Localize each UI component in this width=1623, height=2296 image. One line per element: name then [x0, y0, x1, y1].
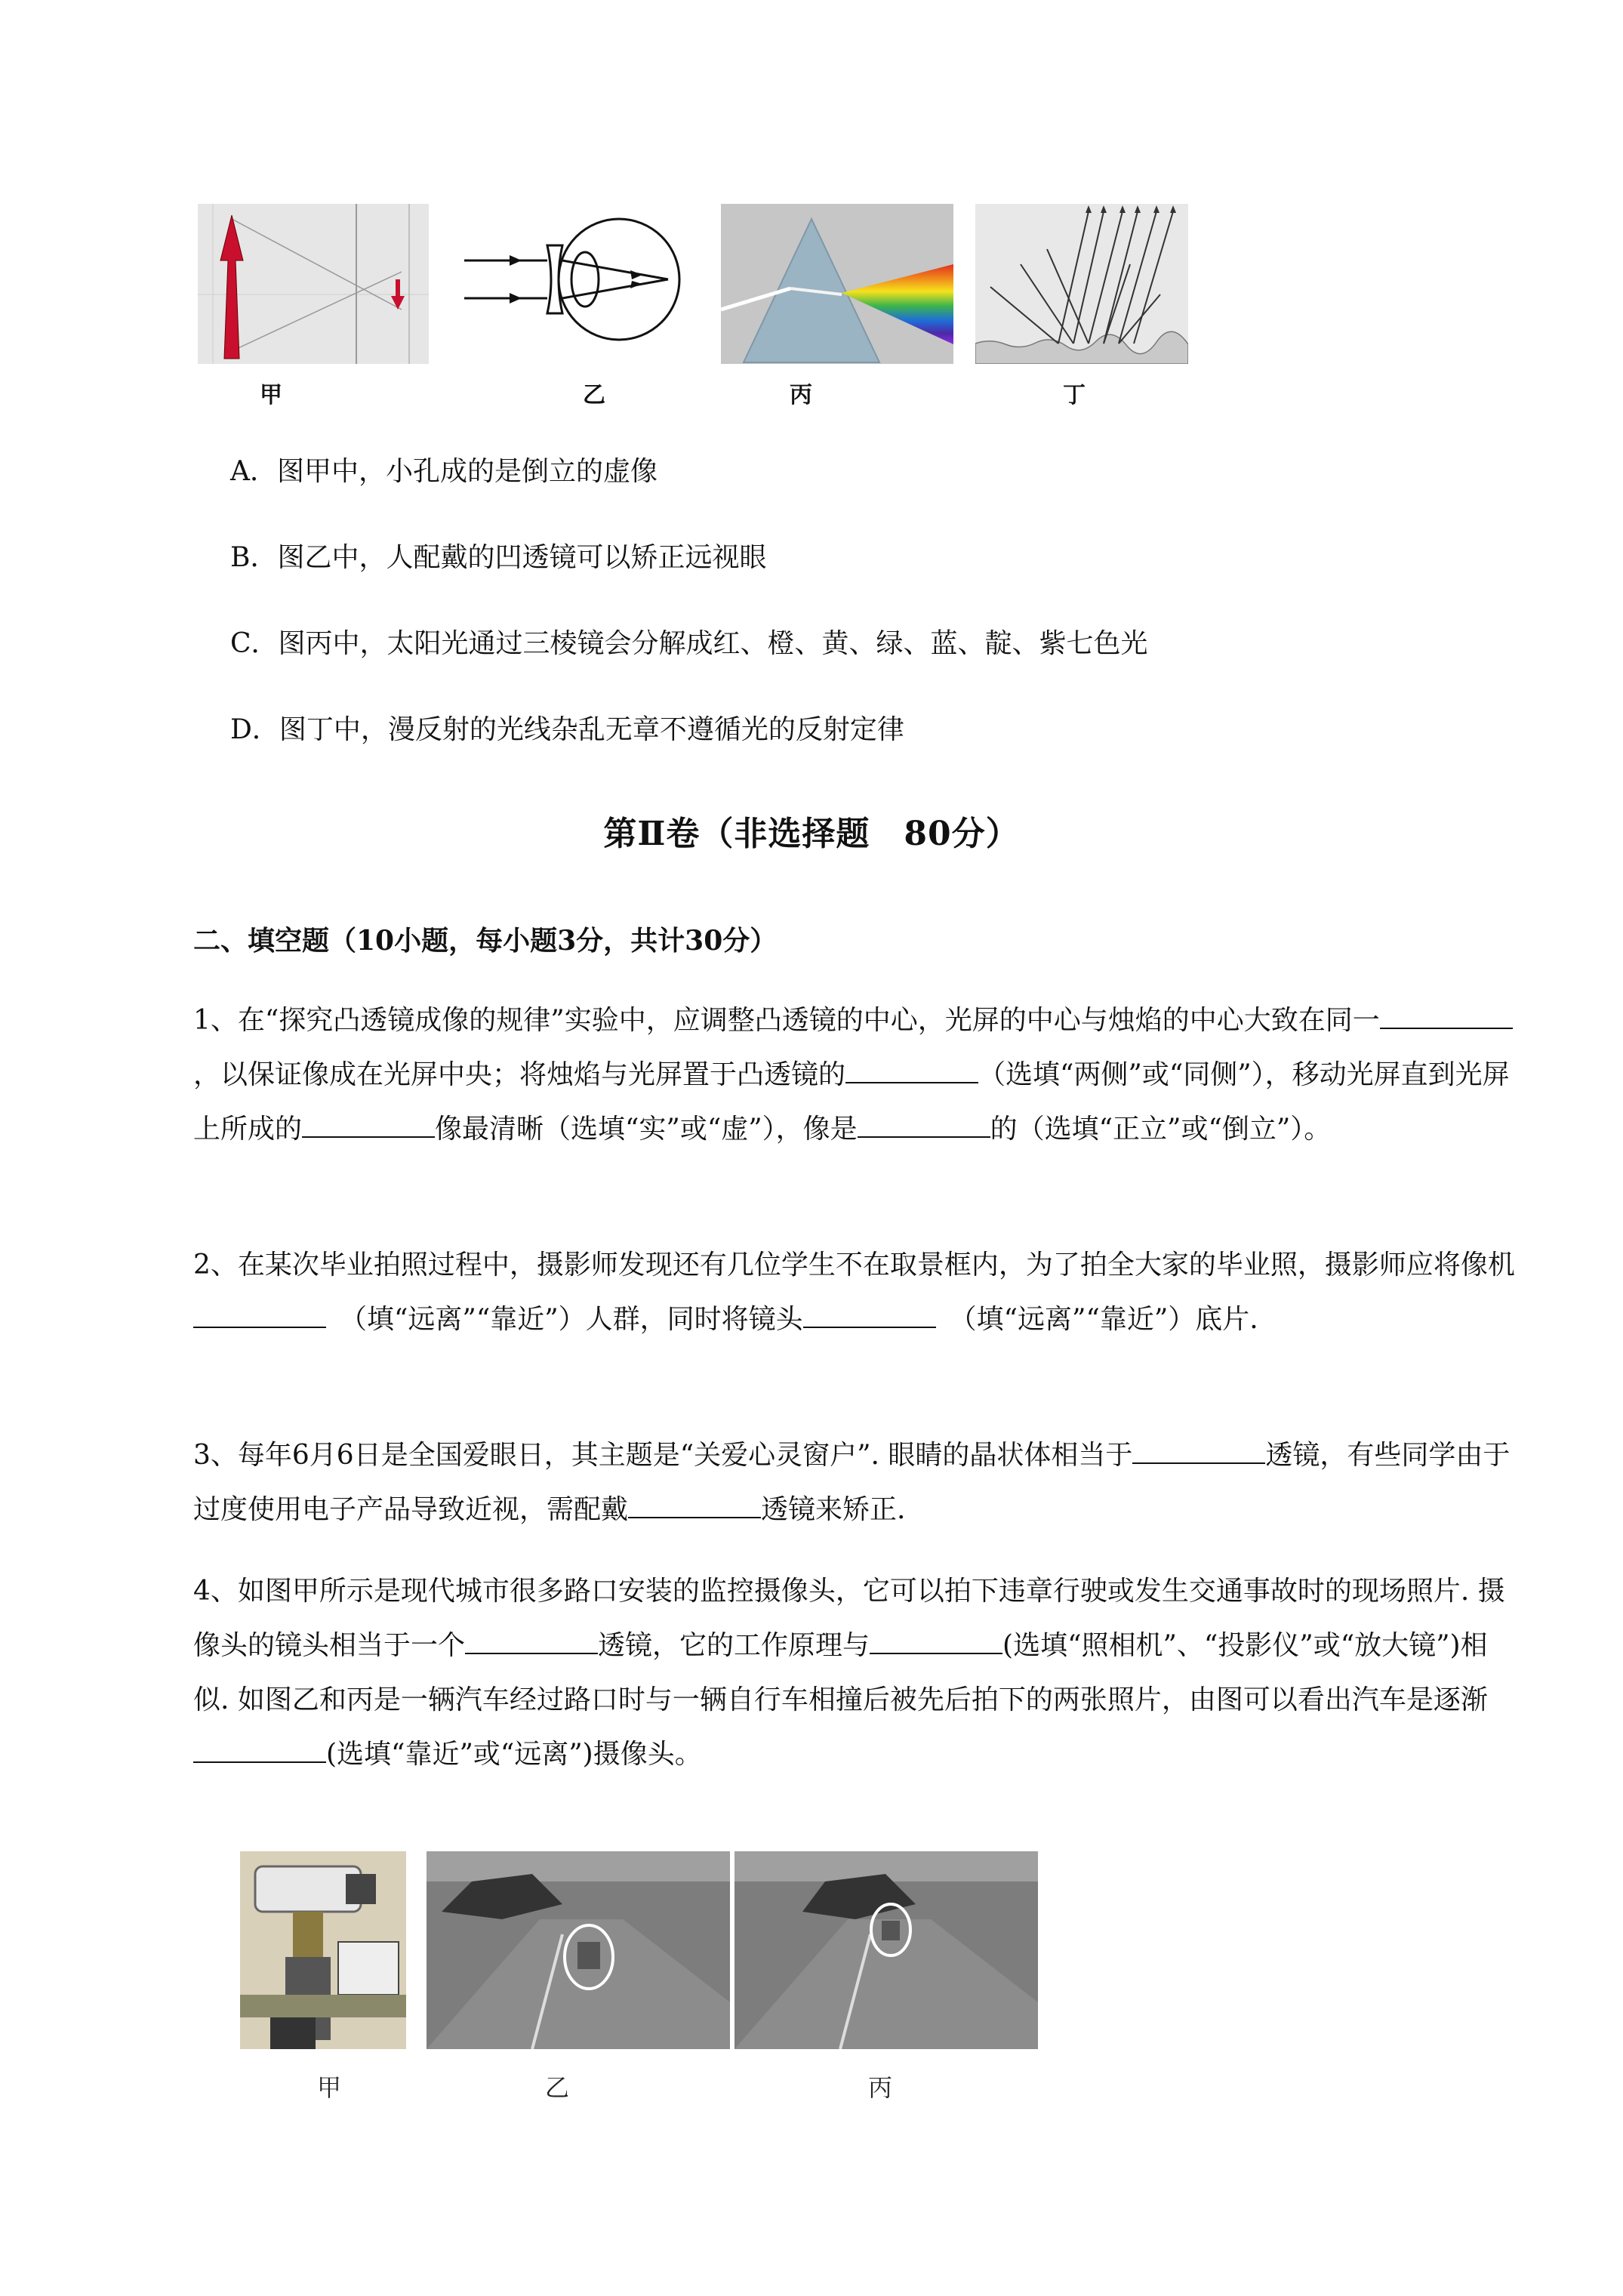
q3-blank-2[interactable] [628, 1494, 761, 1518]
q3-text-3: 透镜来矫正. [761, 1494, 906, 1525]
question-3 [193, 1428, 1522, 1537]
q1-blank-4[interactable] [858, 1114, 990, 1138]
q4-text-2: 透镜，它的工作原理与 [598, 1630, 870, 1661]
q1-text-4: 像最清晰（选填“实”或“虚”），像是 [435, 1114, 858, 1145]
q4-text-1: 4、如图甲所示是现代城市很多路口安装的监控摄像头，它可以拍下违章行驶或发生交通事故时的现场照片. 摄像头的镜头相当于一个 [193, 1576, 1505, 1661]
option-d: D．图丁中，漫反射的光线杂乱无章不遵循光的反射定律 [230, 714, 904, 745]
q3-blank-1[interactable] [1132, 1440, 1265, 1464]
figure-street-photo-yi [427, 1851, 730, 2049]
figure-caption-yi: 乙 [583, 382, 605, 408]
figure-pinhole [198, 204, 429, 364]
figure-prism [721, 204, 953, 364]
q2-blank-1[interactable] [193, 1304, 326, 1328]
q2-text-2: （填“远离”“靠近”）人群，同时将镜头 [353, 1304, 803, 1335]
q1-text-1: 1、在“探究凸透镜成像的规律”实验中，应调整凸透镜的中心，光屏的中心与烛焰的中心大致在同一 [193, 1005, 1380, 1036]
q2-text-3: （填“远离”“靠近”）底片. [962, 1304, 1258, 1335]
option-b: B．图乙中，人配戴的凹透镜可以矫正远视眼 [230, 542, 767, 573]
figure-camera-photo [240, 1851, 406, 2049]
q4-text-4: (选填“靠近”或“远离”)摄像头。 [326, 1739, 702, 1770]
bottom-caption-bing: 丙 [868, 2073, 893, 2102]
q3-text-2: 透镜，有些同学由于过度使用电子产品导致近视，需配戴 [193, 1440, 1511, 1525]
q2-blank-2[interactable] [803, 1304, 936, 1328]
bottom-caption-yi: 乙 [545, 2073, 570, 2102]
q4-text-3: (选填“照相机”、“投影仪”或“放大镜”)相似. 如图乙和丙是一辆汽车经过路口时与一辆自行车相撞后被先后拍下的两张照片，由图可以看出汽车是逐渐 [193, 1630, 1488, 1715]
figure-caption-bing: 丙 [790, 382, 812, 408]
q1-blank-3[interactable] [302, 1114, 435, 1138]
figure-diffuse-reflection [975, 204, 1188, 364]
question-1 [193, 994, 1522, 1157]
section-title: 二、填空题（10小题，每小题3分，共计30分） [193, 925, 778, 957]
q4-blank-1[interactable] [465, 1630, 598, 1654]
q1-blank-2[interactable] [845, 1059, 978, 1083]
q4-blank-3[interactable] [193, 1739, 326, 1763]
q2-text-1: 2、在某次毕业拍照过程中，摄影师发现还有几位学生不在取景框内，为了拍全大家的毕业照，摄影师应将像机 [193, 1250, 1515, 1281]
q3-text-1: 3、每年6月6日是全国爱眼日，其主题是“关爱心灵窗户”. 眼睛的晶状体相当于 [193, 1440, 1133, 1471]
q1-blank-1[interactable] [1380, 1005, 1513, 1029]
figure-street-photo-bing [735, 1851, 1038, 2049]
option-c: C．图丙中，太阳光通过三棱镜会分解成红、橙、黄、绿、蓝、靛、紫七色光 [230, 628, 1148, 659]
part2-title: 第Ⅱ卷（非选择题 80分） [603, 815, 1020, 853]
figure-eye-lens [457, 204, 683, 364]
q1-text-5: 的（选填“正立”或“倒立”）。 [990, 1114, 1332, 1145]
figure-caption-ding: 丁 [1063, 382, 1086, 408]
question-2 [193, 1238, 1522, 1347]
bottom-caption-jia: 甲 [317, 2073, 342, 2102]
option-a: A．图甲中，小孔成的是倒立的虚像 [230, 456, 658, 487]
q1-text-3: （选填“两侧”或“同侧”），移动光屏直到光屏上所成的 [193, 1059, 1510, 1145]
question-4 [193, 1564, 1522, 1782]
figure-caption-jia: 甲 [260, 382, 282, 408]
q4-blank-2[interactable] [870, 1630, 1002, 1654]
q1-text-2: ，以保证像成在光屏中央；将烛焰与光屏置于凸透镜的 [193, 1059, 846, 1090]
